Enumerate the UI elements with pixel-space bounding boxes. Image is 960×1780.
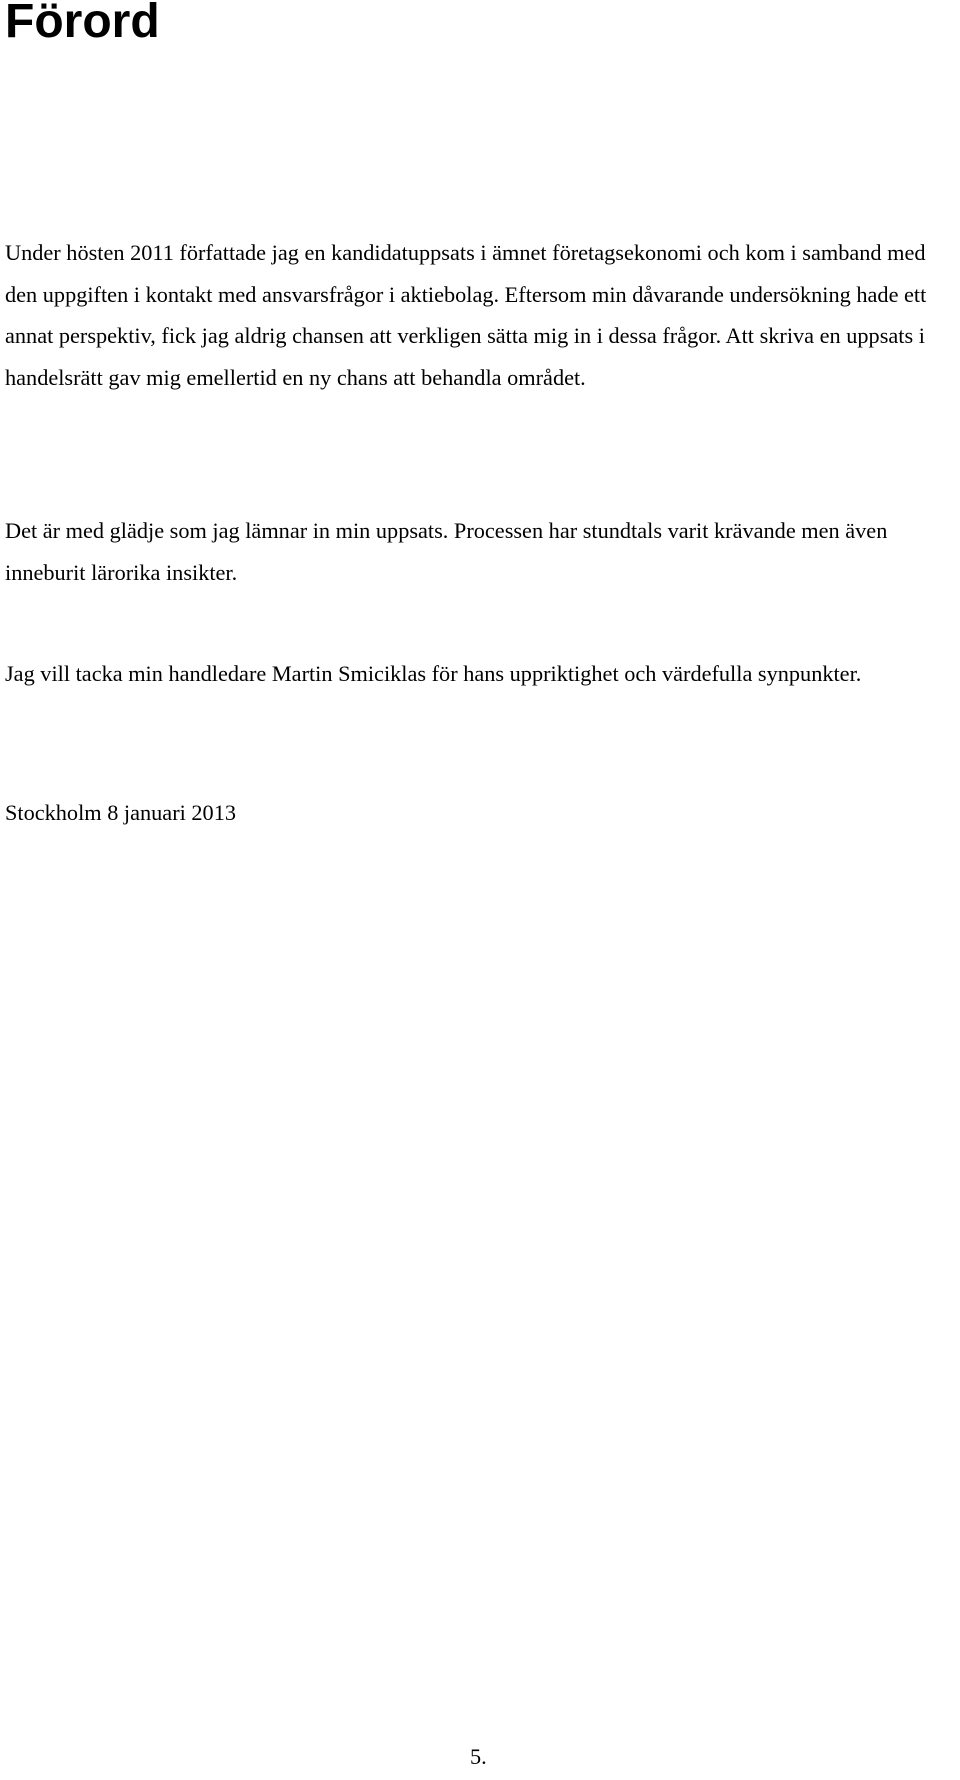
paragraph-intro: Under hösten 2011 författade jag en kandidatuppsats i ämnet företagsekonomi och kom i samband med den uppgiften i kontakt med ansvarsfrågor i aktiebolag. Eftersom min dåvarande undersökning hade ett annat perspektiv, fick jag aldrig chansen att verkligen sätta mig in i dessa frågor. Att skriva en uppsats i handelsrätt gav mig emellertid en ny chans att behandla området. xyxy=(5,240,927,390)
paragraph-process: Det är med glädje som jag lämnar in min uppsats. Processen har stundtals varit krävande men även inneburit lärorika insikter. xyxy=(5,518,888,585)
page-title: Förord xyxy=(5,0,160,48)
place-date: Stockholm 8 januari 2013 xyxy=(5,800,236,825)
paragraph-thanks: Jag vill tacka min handledare Martin Smiciklas för hans uppriktighet och värdefulla synpunkter. xyxy=(5,661,862,686)
page-number: 5. xyxy=(470,1744,487,1769)
